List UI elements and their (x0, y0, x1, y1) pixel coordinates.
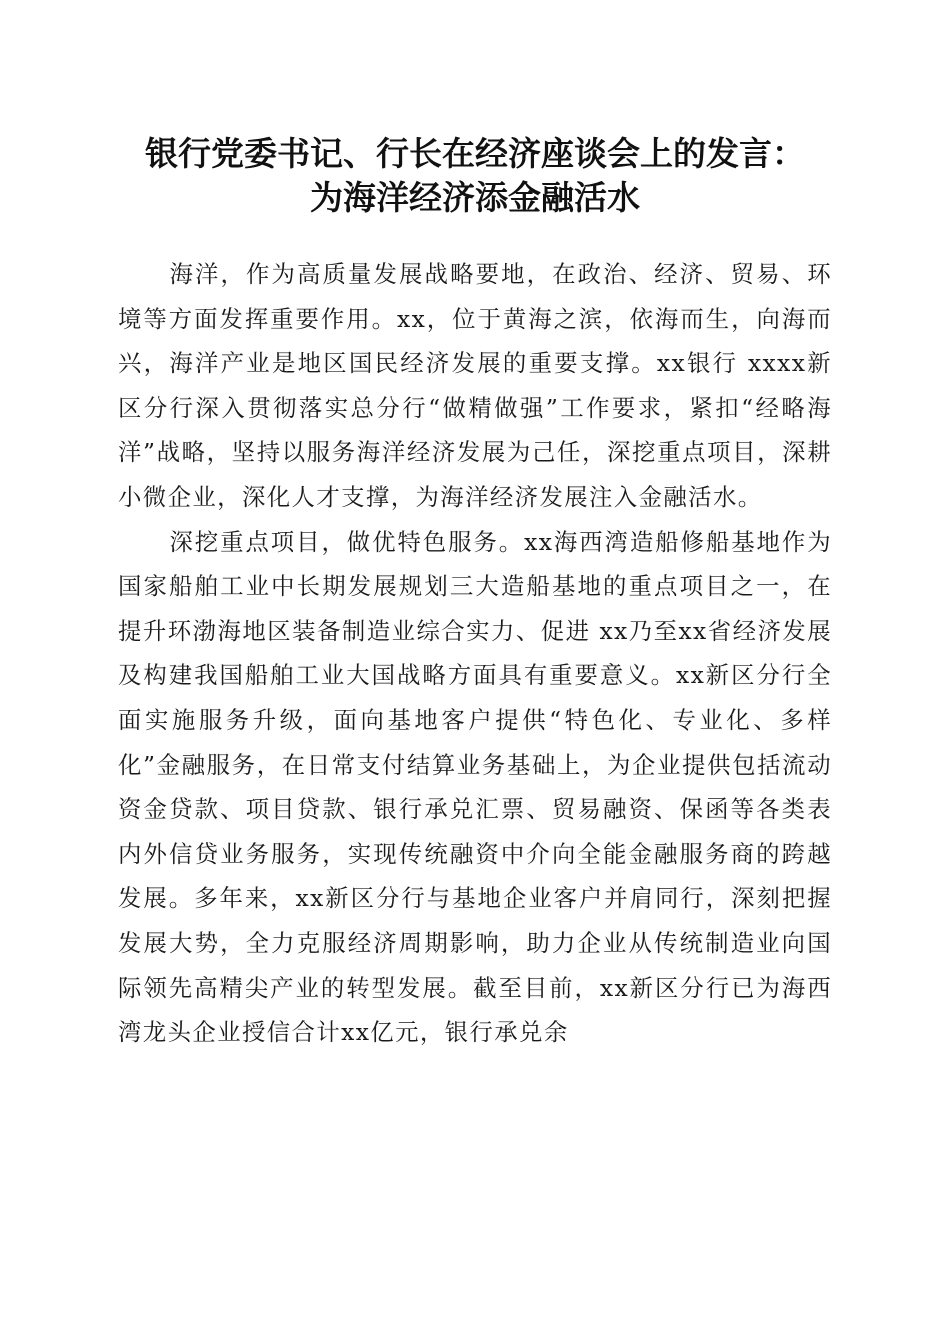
title-line-1: 银行党委书记、行长在经济座谈会上的发言： (145, 134, 805, 173)
document-title (100, 132, 850, 220)
paragraph-2: 深挖重点项目，做优特色服务。xx海西湾造船修船基地作为国家船舶工业中长期发展规划三大造船基地的重点项目之一，在提升环渤海地区装备制造业综合实力、促进 xx乃至xx省经济发展及构建我国船舶工业大国战略方面具有重要意义。xx新区分行全面实施服务升级，面向基地客户提供“特色化、专业化、多样化”金融服务，在日常支付结算业务基础上，为企业提供包括流动资金贷款、项目贷款、银行承兑汇票、贸易融资、保函等各类表内外信贷业务服务，实现传统融资中介向全能金融服务商的跨越发展。多年来，xx新区分行与基地企业客户并肩同行，深刻把握发展大势，全力克服经济周期影响，助力企业从传统制造业向国际领先高精尖产业的转型发展。截至目前，xx新区分行已为海西湾龙头企业授信合计xx亿元，银行承兑余 (118, 527, 832, 1047)
document-body (118, 252, 832, 1055)
title-line-2: 为海洋经济添金融活水 (310, 178, 640, 217)
paragraph-1: 海洋，作为高质量发展战略要地，在政治、经济、贸易、环境等方面发挥重要作用。xx，位于黄海之滨，依海而生，向海而兴，海洋产业是地区国民经济发展的重要支撑。xx银行 xxxx新区分行深入贯彻落实总分行“做精做强”工作要求，紧扣“经略海洋”战略，坚持以服务海洋经济发展为己任，深挖重点项目，深耕小微企业，深化人才支撑，为海洋经济发展注入金融活水。 (118, 260, 832, 511)
